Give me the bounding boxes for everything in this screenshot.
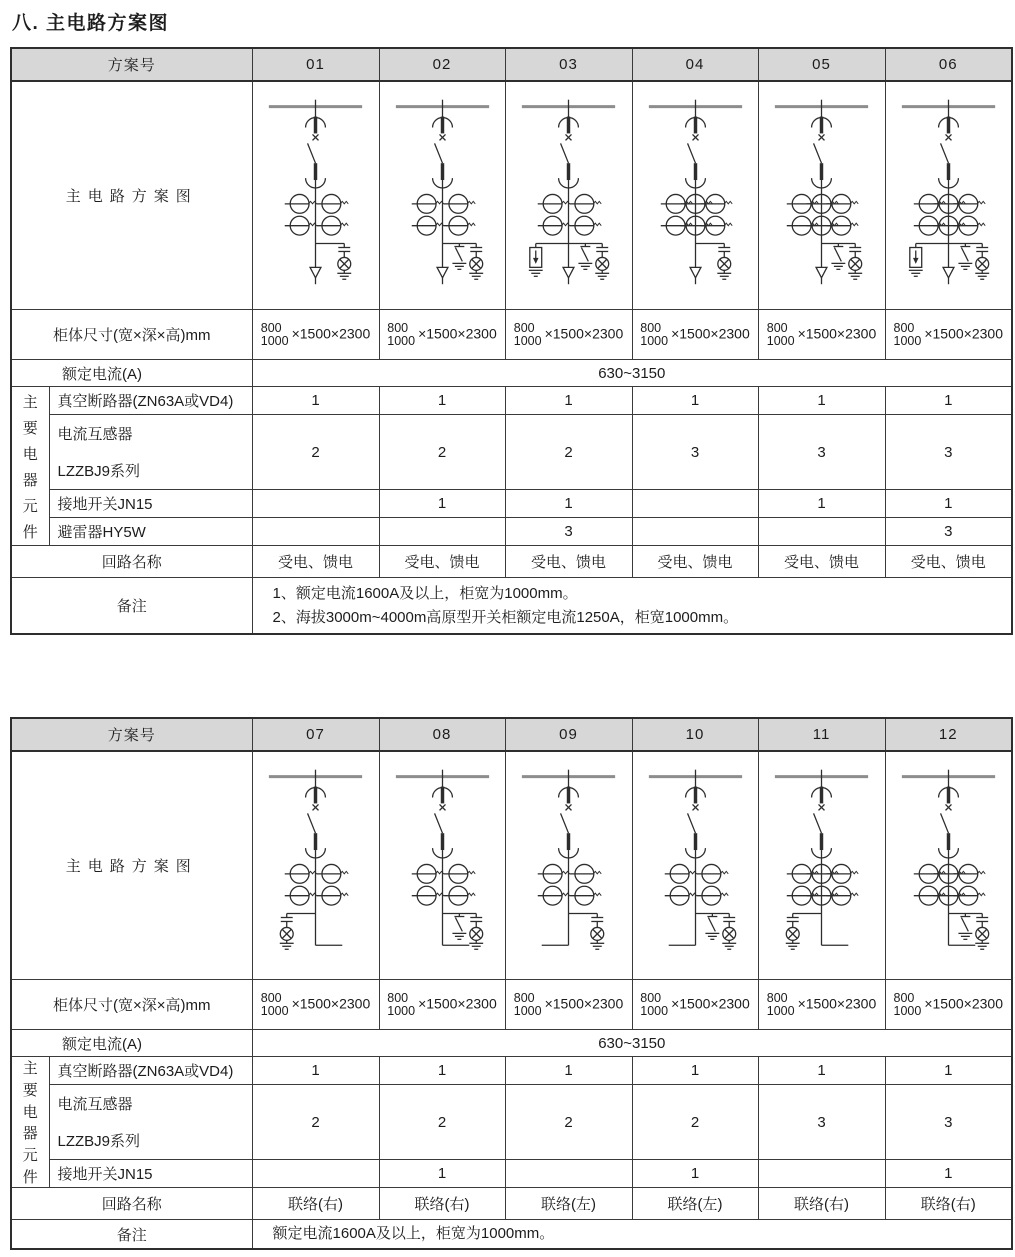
scheme-03-diagram: [505, 81, 632, 310]
ct-label: 电流互感器 LZZBJ9系列: [49, 1085, 252, 1160]
arrester-count: 3: [505, 518, 632, 546]
earth-switch-count: 1: [885, 1160, 1012, 1188]
single-line-diagram: [633, 86, 758, 286]
ct-label: 电流互感器 LZZBJ9系列: [49, 415, 252, 490]
scheme-table-07-12: [10, 717, 1013, 1250]
breaker-count: 1: [758, 1057, 885, 1085]
circuit-name: 联络(左): [632, 1188, 758, 1220]
single-line-diagram: [886, 86, 1011, 286]
remark-label: 备注: [11, 578, 252, 635]
ct-count: 3: [758, 415, 885, 490]
cabinet-size-label: 柜体尺寸(宽×深×高)mm: [11, 310, 252, 360]
single-line-diagram: [759, 756, 884, 956]
earth-switch-row: [11, 1160, 1012, 1188]
ct-count: 2: [379, 1085, 505, 1160]
remark-line: 2、海拔3000m~4000m高原型开关柜额定电流1250A，柜宽1000mm。: [272, 608, 739, 626]
single-line-diagram: [380, 86, 505, 286]
ct-count: 2: [505, 1085, 632, 1160]
scheme-01-diagram: [252, 81, 379, 310]
cabinet-size-row: [11, 310, 1012, 360]
circuit-name: 受电、馈电: [632, 546, 758, 578]
header-row: [11, 48, 1012, 81]
ct-count: 2: [252, 415, 379, 490]
breaker-count: 1: [885, 387, 1012, 415]
components-vertical-label: 主 要 电 器 元 件: [11, 387, 49, 546]
circuit-name-row: [11, 546, 1012, 578]
ct-count: 2: [252, 1085, 379, 1160]
breaker-row: [11, 1057, 1012, 1085]
breaker-count: 1: [885, 1057, 1012, 1085]
ct-count: 3: [758, 1085, 885, 1160]
scheme-04-diagram: [632, 81, 758, 310]
arrester-count: [252, 518, 379, 546]
scheme-11-diagram: [758, 751, 885, 980]
ct-row: [11, 415, 1012, 490]
circuit-name-label: 回路名称: [11, 1188, 252, 1220]
remark-row: [11, 578, 1012, 635]
cabinet-size-value: 800 1000 ×1500×2300: [758, 980, 885, 1030]
remark-content: [252, 578, 1012, 635]
earth-switch-count: [505, 1160, 632, 1188]
ct-count: 3: [632, 415, 758, 490]
circuit-name-row: [11, 1188, 1012, 1220]
breaker-label: 真空断路器(ZN63A或VD4): [49, 387, 252, 415]
ct-count: 2: [379, 415, 505, 490]
cabinet-size-value: 800 1000 ×1500×2300: [632, 980, 758, 1030]
cabinet-size-row: [11, 980, 1012, 1030]
single-line-diagram: [380, 756, 505, 956]
breaker-count: 1: [758, 387, 885, 415]
components-vertical-label: 主 要 电 器 元 件: [11, 1057, 49, 1188]
cabinet-size-value: 800 1000 ×1500×2300: [379, 310, 505, 360]
breaker-count: 1: [632, 1057, 758, 1085]
breaker-count: 1: [379, 387, 505, 415]
earth-switch-count: [252, 490, 379, 518]
circuit-name: 联络(右): [252, 1188, 379, 1220]
earth-switch-count: [632, 490, 758, 518]
scheme-number: 12: [885, 718, 1012, 751]
scheme-10-diagram: [632, 751, 758, 980]
breaker-count: 1: [252, 1057, 379, 1085]
scheme-07-diagram: [252, 751, 379, 980]
diagram-row-label: 主电路方案图: [11, 81, 252, 310]
circuit-name: 受电、馈电: [505, 546, 632, 578]
breaker-count: 1: [505, 1057, 632, 1085]
arrester-count: [379, 518, 505, 546]
diagram-row-label: 主电路方案图: [11, 751, 252, 980]
earth-switch-count: 1: [758, 490, 885, 518]
circuit-name: 受电、馈电: [885, 546, 1012, 578]
scheme-number: 01: [252, 48, 379, 81]
cabinet-size-value: 800 1000 ×1500×2300: [885, 980, 1012, 1030]
scheme-08-diagram: [379, 751, 505, 980]
rated-current-value: 630~3150: [252, 360, 1012, 387]
earth-switch-row: [11, 490, 1012, 518]
circuit-name: 联络(左): [505, 1188, 632, 1220]
cabinet-size-value: 800 1000 ×1500×2300: [505, 310, 632, 360]
single-line-diagram: [886, 756, 1011, 956]
earth-switch-label: 接地开关JN15: [49, 1160, 252, 1188]
ct-row: [11, 1085, 1012, 1160]
cabinet-size-value: [252, 310, 379, 360]
scheme-12-diagram: [885, 751, 1012, 980]
earth-switch-count: 1: [632, 1160, 758, 1188]
scheme-no-header: 方案号: [11, 48, 252, 81]
single-line-diagram: [506, 756, 631, 956]
remark-label: 备注: [11, 1220, 252, 1250]
remark-content: [252, 1220, 1012, 1250]
earth-switch-count: 1: [885, 490, 1012, 518]
ct-count: 2: [632, 1085, 758, 1160]
arrester-count: [758, 518, 885, 546]
scheme-05-diagram: [758, 81, 885, 310]
width-option-2: 1000: [260, 333, 289, 348]
breaker-count: 1: [252, 387, 379, 415]
circuit-name-label: 回路名称: [11, 546, 252, 578]
scheme-number: 05: [758, 48, 885, 81]
breaker-label: 真空断路器(ZN63A或VD4): [49, 1057, 252, 1085]
scheme-06-diagram: [885, 81, 1012, 310]
ct-count: 3: [885, 415, 1012, 490]
rated-current-row: [11, 1030, 1012, 1057]
diagram-row: [11, 751, 1012, 980]
breaker-row: [11, 387, 1012, 415]
circuit-name: 联络(右): [379, 1188, 505, 1220]
remark-row: [11, 1220, 1012, 1250]
scheme-number: 07: [252, 718, 379, 751]
arrester-label: 避雷器HY5W: [49, 518, 252, 546]
single-line-diagram: [633, 756, 758, 956]
circuit-name: 联络(右): [758, 1188, 885, 1220]
arrester-count: [632, 518, 758, 546]
scheme-no-header: 方案号: [11, 718, 252, 751]
scheme-09-diagram: [505, 751, 632, 980]
scheme-number: 08: [379, 718, 505, 751]
earth-switch-count: 1: [379, 490, 505, 518]
single-line-diagram: [253, 86, 378, 286]
circuit-name: 受电、馈电: [758, 546, 885, 578]
single-line-diagram: [506, 86, 631, 286]
scheme-number: 02: [379, 48, 505, 81]
rated-current-label: 额定电流(A): [11, 1030, 252, 1057]
scheme-number: 11: [758, 718, 885, 751]
ct-count: 2: [505, 415, 632, 490]
cabinet-size-value: 800 1000 ×1500×2300: [505, 980, 632, 1030]
depth-height: ×1500×2300: [291, 325, 371, 342]
scheme-number: 03: [505, 48, 632, 81]
header-row: [11, 718, 1012, 751]
circuit-name: 联络(右): [885, 1188, 1012, 1220]
scheme-number: 09: [505, 718, 632, 751]
ct-count: 3: [885, 1085, 1012, 1160]
scheme-02-diagram: [379, 81, 505, 310]
scheme-number: 10: [632, 718, 758, 751]
earth-switch-label: 接地开关JN15: [49, 490, 252, 518]
arrester-row: [11, 518, 1012, 546]
scheme-table-01-06: [10, 47, 1013, 635]
cabinet-size-value: 800 1000 ×1500×2300: [885, 310, 1012, 360]
page-title: 八. 主电路方案图: [12, 13, 170, 34]
earth-switch-count: [758, 1160, 885, 1188]
rated-current-label: 额定电流(A): [11, 360, 252, 387]
rated-current-value: 630~3150: [252, 1030, 1012, 1057]
breaker-count: 1: [505, 387, 632, 415]
arrester-count: 3: [885, 518, 1012, 546]
earth-switch-count: 1: [505, 490, 632, 518]
cabinet-size-value: 800 1000 ×1500×2300: [632, 310, 758, 360]
single-line-diagram: [759, 86, 884, 286]
diagram-row: [11, 81, 1012, 310]
breaker-count: 1: [632, 387, 758, 415]
rated-current-row: [11, 360, 1012, 387]
circuit-name: 受电、馈电: [252, 546, 379, 578]
earth-switch-count: [252, 1160, 379, 1188]
breaker-count: 1: [379, 1057, 505, 1085]
scheme-number: 04: [632, 48, 758, 81]
circuit-name: 受电、馈电: [379, 546, 505, 578]
single-line-diagram: [253, 756, 378, 956]
remark-line: 额定电流1600A及以上，柜宽为1000mm。: [272, 1225, 555, 1242]
scheme-number: 06: [885, 48, 1012, 81]
remark-line: 1、额定电流1600A及以上，柜宽为1000mm。: [272, 584, 578, 602]
cabinet-size-label: 柜体尺寸(宽×深×高)mm: [11, 980, 252, 1030]
cabinet-size-value: 800 1000 ×1500×2300: [758, 310, 885, 360]
cabinet-size-value: 800 1000 ×1500×2300: [252, 980, 379, 1030]
cabinet-size-value: 800 1000 ×1500×2300: [379, 980, 505, 1030]
earth-switch-count: 1: [379, 1160, 505, 1188]
width-option-1: 800: [260, 320, 282, 335]
